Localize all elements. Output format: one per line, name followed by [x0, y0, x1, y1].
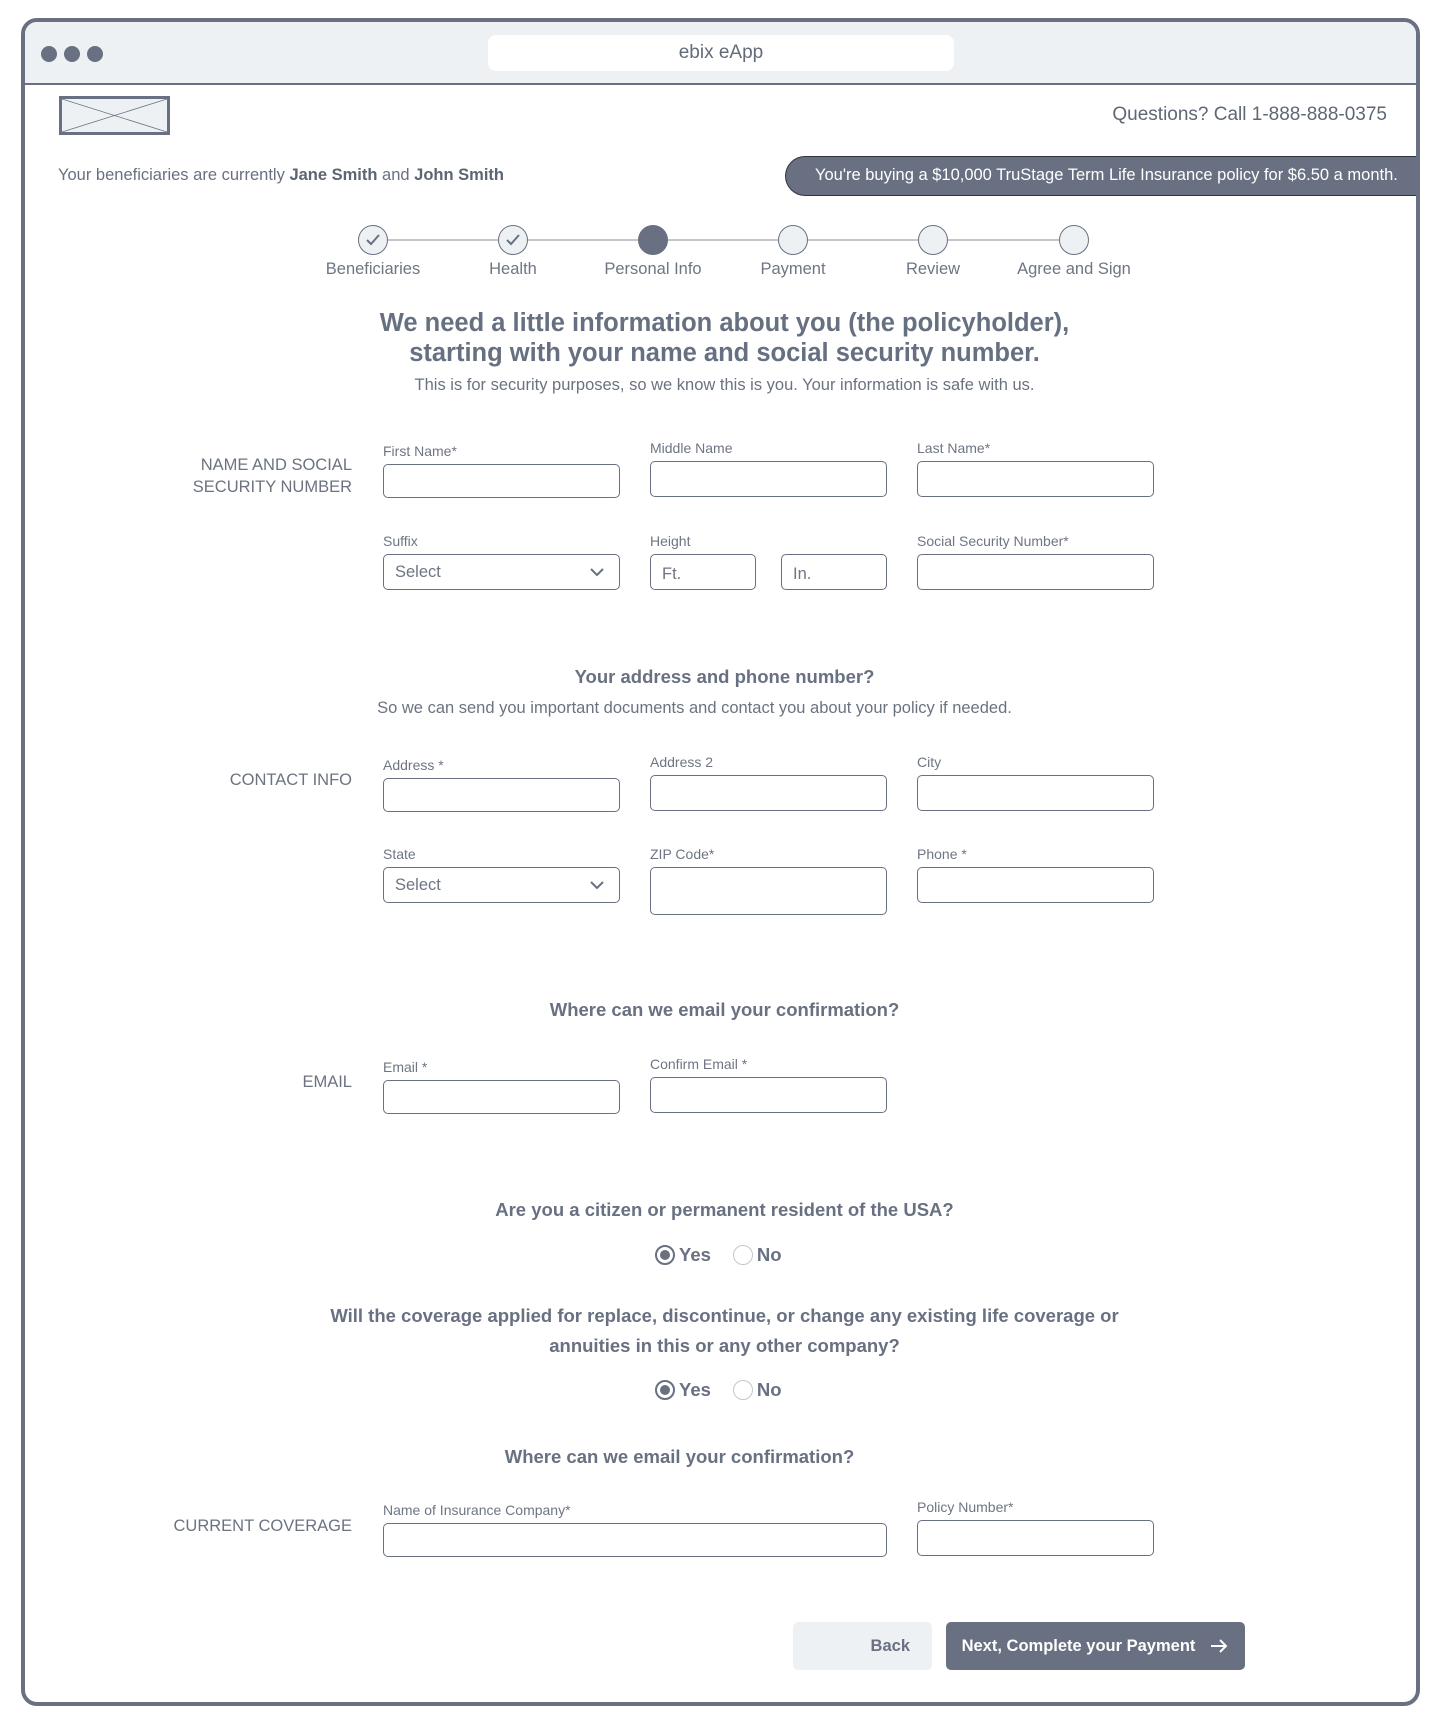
- radio-label: Yes: [679, 1244, 711, 1265]
- height-feet-placeholder: Ft.: [662, 565, 682, 583]
- state-label: State: [383, 846, 416, 862]
- step-label: Personal Info: [604, 260, 702, 278]
- zip-label: ZIP Code*: [650, 846, 715, 862]
- citizen-radio-group: [655, 1244, 804, 1266]
- height-label: Height: [650, 533, 691, 549]
- suffix-label: Suffix: [383, 533, 418, 549]
- chevron-down-icon: [589, 567, 605, 577]
- address2-input[interactable]: [650, 775, 887, 811]
- citizen-option-no[interactable]: [733, 1244, 782, 1266]
- support-phone[interactable]: Questions? Call 1-888-888-0375: [1112, 104, 1387, 125]
- next-button[interactable]: [946, 1622, 1245, 1670]
- step-upcoming-indicator[interactable]: [778, 225, 808, 255]
- address-label: Address *: [383, 757, 444, 773]
- radio-label: Yes: [679, 1379, 711, 1400]
- section-label-name-ssn: [152, 454, 352, 498]
- coverage-heading: Where can we email your confirmation?: [504, 1446, 855, 1467]
- city-input[interactable]: [917, 775, 1154, 811]
- phone-input[interactable]: [917, 867, 1154, 903]
- phone-label: Phone *: [917, 846, 967, 862]
- height-inches-input[interactable]: [781, 554, 887, 590]
- page-heading-line1: We need a little information about you (the policyholder),: [379, 309, 1070, 337]
- zip-input[interactable]: [650, 867, 887, 915]
- first-name-label: First Name*: [383, 443, 457, 459]
- height-feet-input[interactable]: [650, 554, 756, 590]
- contact-subtitle: So we can send you important documents and contact you about your policy if needed.: [377, 699, 1012, 717]
- replacement-option-yes[interactable]: [655, 1379, 711, 1401]
- replacement-radio-group: [655, 1379, 804, 1401]
- beneficiaries-summary: [58, 166, 504, 185]
- replacement-option-no[interactable]: [733, 1379, 782, 1401]
- citizen-question: Are you a citizen or permanent resident of the USA?: [495, 1199, 954, 1220]
- step-upcoming-indicator[interactable]: [1059, 225, 1089, 255]
- confirm-email-input[interactable]: [650, 1077, 887, 1113]
- checkmark-icon: [505, 233, 521, 247]
- address-bar[interactable]: ebix eApp: [488, 35, 954, 71]
- logo-placeholder: [59, 96, 170, 135]
- insurance-company-label: Name of Insurance Company*: [383, 1502, 571, 1518]
- section-label-email: EMAIL: [302, 1073, 352, 1091]
- window-dot-close[interactable]: [41, 46, 57, 62]
- step-complete-indicator[interactable]: [498, 225, 528, 255]
- email-input[interactable]: [383, 1080, 620, 1114]
- radio-selected-icon[interactable]: [655, 1380, 675, 1400]
- citizen-option-yes[interactable]: [655, 1244, 711, 1266]
- arrow-right-icon: [1209, 1638, 1229, 1654]
- checkmark-icon: [365, 233, 381, 247]
- page-heading-line2: starting with your name and social security number.: [409, 339, 1040, 367]
- first-name-input[interactable]: [383, 464, 620, 498]
- image-placeholder-icon: [62, 99, 167, 132]
- suffix-select[interactable]: [383, 554, 620, 590]
- address2-label: Address 2: [650, 754, 714, 770]
- policy-number-input[interactable]: [917, 1520, 1154, 1556]
- step-upcoming-indicator[interactable]: [918, 225, 948, 255]
- last-name-label: Last Name*: [917, 440, 991, 456]
- confirm-email-label: Confirm Email *: [650, 1056, 748, 1072]
- radio-unselected-icon[interactable]: [733, 1245, 753, 1265]
- title-bar: [25, 22, 1416, 85]
- back-button[interactable]: Back: [793, 1622, 932, 1670]
- radio-label: No: [756, 1244, 782, 1265]
- beneficiaries-joiner: and: [377, 166, 415, 184]
- step-label: Review: [905, 260, 961, 278]
- replacement-question-line1: Will the coverage applied for replace, discontinue, or change any existing life coverage or: [330, 1305, 1119, 1326]
- last-name-input[interactable]: [917, 461, 1154, 497]
- radio-selected-icon[interactable]: [655, 1245, 675, 1265]
- section-label-current-coverage: CURRENT COVERAGE: [173, 1517, 352, 1535]
- section-label-line: NAME AND SOCIAL: [200, 456, 352, 474]
- step-label: Beneficiaries: [325, 260, 421, 278]
- height-inches-placeholder: In.: [793, 565, 812, 583]
- step-label: Agree and Sign: [1017, 260, 1131, 278]
- beneficiary-name: Jane Smith: [289, 166, 378, 184]
- city-label: City: [917, 754, 942, 770]
- step-complete-indicator[interactable]: [358, 225, 388, 255]
- state-select[interactable]: [383, 867, 620, 903]
- chevron-down-icon: [589, 880, 605, 890]
- suffix-value: Select: [395, 562, 441, 581]
- middle-name-label: Middle Name: [650, 440, 733, 456]
- replacement-question-line2: annuities in this or any other company?: [549, 1335, 900, 1356]
- window-dot-maximize[interactable]: [87, 46, 103, 62]
- beneficiary-name: John Smith: [414, 166, 505, 184]
- state-value: Select: [395, 875, 441, 894]
- beneficiaries-prefix: Your beneficiaries are currently: [58, 166, 290, 184]
- next-button-label: Next, Complete your Payment: [961, 1636, 1196, 1655]
- ssn-input[interactable]: [917, 554, 1154, 590]
- address-input[interactable]: [383, 778, 620, 812]
- window-dot-minimize[interactable]: [64, 46, 80, 62]
- policy-summary-banner: You're buying a $10,000 TruStage Term Life Insurance policy for $6.50 a month.: [785, 156, 1420, 196]
- ssn-label: Social Security Number*: [917, 533, 1069, 549]
- step-label: Health: [489, 260, 537, 278]
- email-label: Email *: [383, 1059, 428, 1075]
- section-label-contact: CONTACT INFO: [229, 771, 352, 789]
- browser-window: [21, 18, 1420, 1706]
- section-label-line: SECURITY NUMBER: [192, 478, 352, 496]
- middle-name-input[interactable]: [650, 461, 887, 497]
- stepper-connector: [373, 239, 1076, 241]
- step-current-indicator[interactable]: [638, 225, 668, 255]
- contact-heading: Your address and phone number?: [574, 666, 875, 687]
- insurance-company-input[interactable]: [383, 1523, 887, 1557]
- page-subtitle: This is for security purposes, so we know this is you. Your information is safe with us.: [414, 376, 1035, 394]
- radio-label: No: [756, 1379, 782, 1400]
- email-heading: Where can we email your confirmation?: [549, 999, 900, 1020]
- radio-unselected-icon[interactable]: [733, 1380, 753, 1400]
- policy-number-label: Policy Number*: [917, 1499, 1014, 1515]
- step-label: Payment: [760, 260, 826, 278]
